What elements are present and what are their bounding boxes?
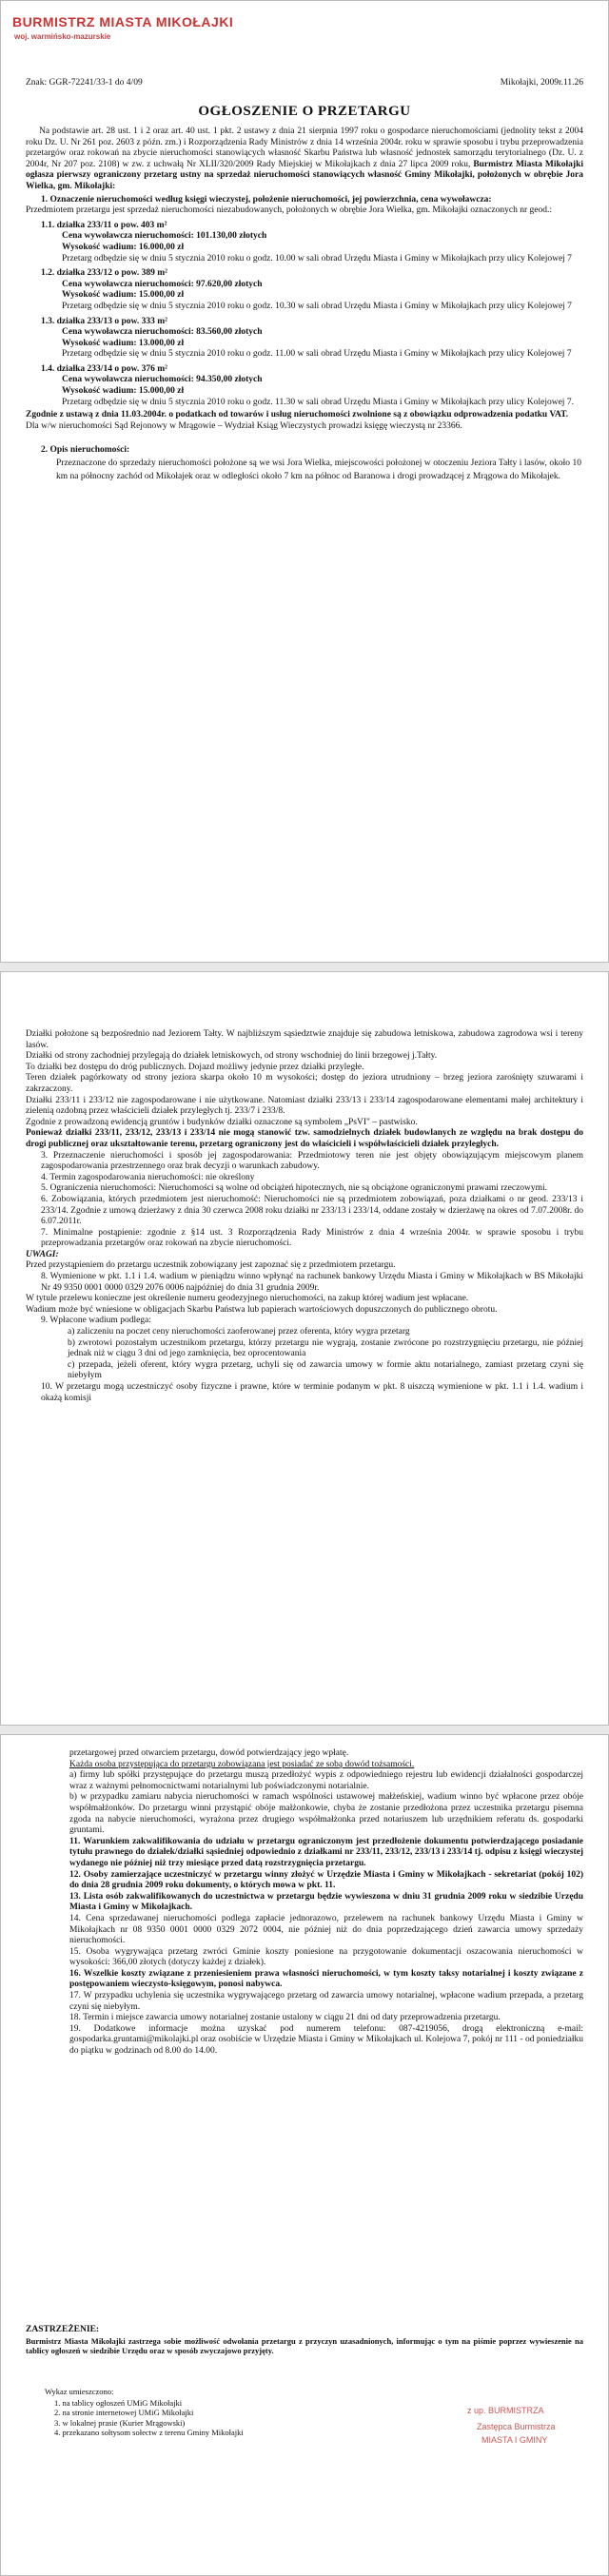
signature-stamp-line-2: Zastępca Burmistrza	[477, 2422, 556, 2431]
item-4: 4. Termin zagospodarowania nieruchomości: nie określony	[41, 1172, 255, 1182]
notes-1: Przed przystąpieniem do przetargu uczestnik zobowiązany jest zapoznać się z przedmiotem przetargu.	[26, 1260, 396, 1271]
section-2-title: 2. Opis nieruchomości:	[41, 445, 130, 456]
item-9a: a) zaliczeniu na poczet ceny nieruchomości zaoferowanej przez oferenta, który wygra przetarg	[68, 1327, 410, 1337]
vat-note: Zgodnie z ustawą z dnia 11.03.2004r. o podatkach od towarów i usług nieruchomości zwolnione są z obowiązku odprowadzenia podatku VAT.	[26, 410, 569, 420]
lot-item	[26, 268, 583, 312]
item-18: 18. Termin i miejsce zawarcia umowy notarialnej zostanie ustalony w ciągu 21 dni od daty przeprowadzenia przetargu.	[69, 2013, 501, 2023]
lot-head: 1.4. działka 233/14 o pow. 376 m²	[41, 363, 167, 374]
lot-head: 1.1. działka 233/11 o pow. 403 m²	[41, 220, 167, 230]
desc-p1: Działki położone są bezpośrednio nad Jeziorem Tałty. W najbliższym sąsiedztwie znajduje się zabudowa letniskowa, zabudowa zagrodowa wsi i tereny lasów.	[26, 1029, 583, 1050]
item-10: 10. W przetargu mogą uczestniczyć osoby fizyczne i prawne, które w terminie podanym w pkt. 8 uiszczą wymienione w pkt. 1.1 i 1.4. wadium i okażą komisji	[41, 1382, 583, 1403]
item-13: 13. Lista osób zakwalifikowanych do uczestnictwa w przetargu będzie wywieszona w dniu 31 grudnia 2009 roku w siedzibie Urzędu Miasta i Gminy w Mikołajkach.	[69, 1891, 583, 1913]
desc-p2: Działki od strony zachodniej przylegają do działek letniskowych, od strony wschodniej do linii brzegowej j.Tałty.	[26, 1051, 438, 1062]
document-date: Mikołajki, 2009r.11.26	[500, 78, 583, 88]
lot-item	[26, 317, 583, 361]
item-15: 15. Osoba wygrywająca przetarg zwróci Gminie koszty poniesione na przygotowanie dokumentacji oszacowania nieruchomości w wysokości: 366,00 złotych (dotyczy każdej z działek).	[69, 1946, 583, 1968]
lot-list	[26, 221, 583, 409]
signature-stamp-line-3: MIASTA I GMINY	[481, 2435, 548, 2445]
item-b: b) w przypadku zamiaru nabycia nieruchomości w ramach wspólności ustawowej małżeńskiej, wadium winno być wpłacone przez obóje współmałżonków. Do przetargu winni przystąpić obóje małżonkowie, chyba że zostanie przedłożona przez uczestnika przetargu pisemna zgoda na nabycie nieruchomości, wyrażona przez drugiego współmałżonka przed notariuszem lub urzędnikiem referatu ds. gospodarki gruntami.	[69, 1792, 583, 1836]
section-2-text: Przeznaczone do sprzedaży nieruchomości położone są we wsi Jora Wielka, miejscowości położonej w otoczeniu Jeziora Tałty i lasów, około 10 km na północny zachód od Mikołajek oraz w odległości około 7 km na północ od Baranowa i drogi prowadzącej z Mrągowa do Mikołajek.	[56, 459, 581, 482]
item-19: 19. Dodatkowe informacje można uzyskać pod numerem telefonu: 087-4219056, drogą elektroniczną e-mail: gospodarka.gruntami@mikolajki.pl oraz osobiście w Urzędzie Miasta i Gminy w Mikołajkach ul. Kolejowa 7, pokój nr 111 - od poniedziałku do piątku w godzinach od 8.00 do 14.00.	[69, 2023, 583, 2057]
notes-heading: UWAGI:	[26, 1249, 59, 1259]
reference-number: Znak: GGR-72241/33-1 do 4/09	[26, 78, 143, 88]
item-16: 16. Wszelkie koszty związane z przeniesieniem prawa własności nieruchomości, w tym koszty taksy notarialnej i koszty związane z postępowaniem wieczysto-księgowym, ponosi nabywca.	[69, 1968, 583, 1990]
item-11: 11. Warunkiem zakwalifikowania do udziału w przetargu ograniczonym jest przedłożenie dokumentu potwierdzającego posiadanie tytułu prawnego do działek/działki sąsiedniej odpowiednio z działkami nr 233/11, 233/12, 233/13 i 233/14 tj. odpisu z księgi wieczystej wydanego nie później niż trzy miesiące przed datą rozstrzygnięcia przetargu.	[69, 1836, 583, 1868]
signature-stamp-line-1: z up. BURMISTRZA	[467, 2406, 544, 2415]
item-17: 17. W przypadku uchylenia się uczestnika wygrywającego przetarg od zawarcia umowy notarialnej, wpłacone wadium przepada, a przetarg czyni się niebyłym.	[69, 1991, 583, 2012]
posting-list-item: 1. na tablicy ogłoszeń UMiG Mikołajki	[54, 2397, 183, 2408]
item-9c: c) przepada, jeżeli oferent, który wygra przetarg, uchyli się od zawarcia umowy w formie aktu notarialnego, zamiast przetarg czyni się niebyłym	[68, 1359, 583, 1381]
page-title: OGŁOSZENIE O PRZETARGU	[198, 104, 411, 119]
desc-p7: Ponieważ działki 233/11, 233/12, 233/13 i 233/14 nie mogą stanowić tzw. samodzielnych działek budowlanych ze względu na brak dostępu do drogi publicznej oraz ukształtowanie terenu, przetarg ograniczony jest do właścicieli i współwłaścicieli działek przyległych.	[26, 1128, 583, 1149]
desc-p5: Działki 233/11 i 233/12 nie zagospodarowane i nie użytkowane. Natomiast działki 233/13 i 233/14 zagospodarowane elementami małej architektury i zielenią ozdobną przez właścicieli działek przyległych tj. 233/7 i 233/8.	[26, 1095, 583, 1117]
intro-paragraph: Na podstawie art. 28 ust. 1 i 2 oraz art. 40 ust. 1 pkt. 2 ustawy z dnia 21 sierpnia 1997 roku o gospodarce nieruchomościami (jednolity tekst z 2004 roku Dz. U. Nr 261 poz. 2603 z późn. zm.) i Rozporządzenia Rady Ministrów z dnia 14 września 2004r. roku w sprawie sposobu i trybu przeprowadzenia przetargów oraz rokowań na zbycie nieruchomości stanowiących własność Skarbu Państwa lub własność jednostek samorządu terytorialnego (Dz. U. z 2004r, Nr 207 poz. 2108) w zw. z uchwałą Nr XLII/320/2009 Rady Miejskiej w Mikołajkach z dnia 27 lipca 2009 roku, Burmistrz Miasta Mikołajki ogłasza pierwszy ograniczony przetarg ustny na sprzedaż nieruchomości stanowiących własność Gminy Mikołajki, położonych w obrębie Jora Wielka, gm. Mikołajki:	[26, 127, 584, 191]
section-1-title: 1. Oznaczenie nieruchomości według księgi wieczystej, położenie nieruchomości, jej powierzchnia, cena wywoławcza:	[41, 194, 492, 205]
lot-when: Przetarg odbędzie się w dniu 5 stycznia 2010 roku o godz. 10.30 w sali obrad Urzędu Miasta i Gminy w Mikołajkach przy ulicy Kolejowej 7	[62, 301, 572, 311]
lot-item	[26, 221, 583, 264]
lot-head: 1.2. działka 233/12 o pow. 389 m²	[41, 268, 167, 279]
item-5: 5. Ograniczenia nieruchomości: Nieruchomości są wolne od obciążeń hipotecznych, nie są obciążone ograniczonymi prawami rzeczowymi.	[41, 1183, 548, 1194]
issuer-stamp-sub: woj. warmińsko-mazurskie	[14, 32, 111, 41]
item-3: 3. Przeznaczenie nieruchomości i sposób jej zagospodarowania: Przedmiotowy teren nie jest objęty obowiązującym miejscowym planem zagospodarowania przestrzennego oraz brak decyzji o warunkach zabudowy.	[41, 1150, 583, 1172]
posting-list-item: 2. na stronie internetowej UMiG Mikołajki	[54, 2408, 194, 2418]
desc-p3: To działki bez dostępu do dróg publicznych. Dojazd możliwy jedynie przez działki przyległe.	[26, 1062, 364, 1072]
page-2	[0, 971, 609, 1726]
item-a: a) firmy lub spółki przystępujące do przetargu muszą przedłożyć wypis z odpowiedniego rejestru lub ewidencji działalności gospodarczej wraz z ważnymi pełnomocnictwami notarialnymi lub poświadczonymi notarialnie.	[69, 1770, 583, 1791]
item-9: 9. Wpłacone wadium podlega:	[41, 1316, 151, 1326]
lot-price: Cena wywoławcza nieruchomości: 94.350,00 złotych	[62, 375, 263, 385]
page-3	[0, 1734, 609, 2576]
lot-when: Przetarg odbędzie się w dniu 5 stycznia 2010 roku o godz. 10.00 w sali obrad Urzędu Miasta i Gminy w Mikołajkach przy ulicy Kolejowej 7	[62, 253, 572, 263]
lot-price: Cena wywoławcza nieruchomości: 83.560,00 złotych	[62, 327, 263, 338]
lot-price: Cena wywoławcza nieruchomości: 101.130,00 złotych	[62, 231, 267, 242]
lot-when: Przetarg odbędzie się w dniu 5 stycznia 2010 roku o godz. 11.00 w sali obrad Urzędu Miasta i Gminy w Mikołajkach przy ulicy Kolejowej 7	[62, 349, 572, 360]
reservation-text: Burmistrz Miasta Mikołajki zastrzega sobie możliwość odwołania przetargu z przyczyn uzasadnionych, informując o tym na piśmie poprzez wywieszenie na tablicy ogłoszeń w siedzibie Urzędu oraz w sposób zwyczajowo przyjęty.	[26, 2335, 583, 2356]
lot-deposit: Wysokość wadium: 13.000,00 zł	[62, 338, 185, 348]
transfer-title-note: W tytule przelewu konieczne jest określenie numeru geodezyjnego nieruchomości, na zakup której wadium jest wpłacane.	[26, 1294, 469, 1304]
item-6: 6. Zobowiązania, których przedmiotem jest nieruchomość: Nieruchomości nie są przedmiotem zobowiązań, poza działkami o nr geod. 233/13 i 233/14. Zgodnie z umową dzierżawy z dnia 30 czerwca 2008 roku działki nr 233/13 i 233/14, oddane zostały w dzierżawę na okres od 7.07.2008r. do 6.07.2011r.	[41, 1194, 583, 1227]
lot-deposit: Wysokość wadium: 16.000,00 zł	[62, 242, 185, 252]
posting-list-item: 4. przekazano sołtysom sołectw z terenu Gminy Mikołajki	[54, 2428, 244, 2438]
land-register-note: Dla w/w nieruchomości Sąd Rejonowy w Mrągowie – Wydział Ksiąg Wieczystych prowadzi księgę wieczystą nr 23366.	[26, 420, 462, 431]
lot-price: Cena wywoławcza nieruchomości: 97.620,00 złotych	[62, 279, 263, 289]
item-8: 8. Wymienione w pkt. 1.1 i 1.4. wadium w pieniądzu winno wpłynąć na rachunek bankowy Urzędu Miasta i Gminy w Mikołajkach w BS Mikołajki Nr 49 9350 0001 0000 0329 2076 0006 najpóźniej do dnia 31 grudnia 2009r.	[41, 1272, 583, 1293]
item-12: 12. Osoby zamierzające uczestniczyć w przetargu winny złożyć w Urzędzie Miasta i Gminy w Mikołajkach - sekretariat (pokój 102) do dnia 28 grudnia 2009 roku dokumenty, o których mowa w pkt. 11.	[69, 1869, 583, 1891]
posting-list-item: 3. w lokalnej prasie (Kurier Mrągowski)	[54, 2417, 186, 2428]
lot-head: 1.3. działka 233/13 o pow. 333 m²	[41, 316, 167, 326]
p3-line-2: Każda osoba przystępująca do przetargu zobowiązana jest posiadać ze sobą dowód tożsamości.	[69, 1759, 415, 1769]
desc-p6: Zgodnie z prowadzoną ewidencją gruntów i budynków działki oznaczone są symbolem „PsVI" – pastwisko.	[26, 1117, 418, 1127]
item-9b: b) zwrotowi pozostałym uczestnikom przetargu, którzy przetargu nie wygrają, zostanie zwrócone po rozstrzygnięciu przetargu, nie później jednak niż w ciągu 3 dni od jego zamknięcia, bez oprocentowania	[68, 1337, 583, 1359]
posting-list	[45, 2398, 583, 2438]
reservation-heading: ZASTRZEŻENIE:	[26, 2325, 100, 2334]
lot-item	[26, 364, 583, 408]
item-14: 14. Cena sprzedawanej nieruchomości podlega zapłacie jednorazowo, przelewem na rachunek bankowy Urzędu Miasta i Gminy w Mikołajkach nr 08 9350 0001 0000 0329 2072 0004, nie później niż do dnia poprzedzającego dzień zawarcia umowy sprzedaży nieruchomości.	[69, 1913, 583, 1946]
posting-heading: Wykaz umieszczono:	[45, 2387, 114, 2396]
page-1	[0, 0, 609, 963]
deposit-form-note: Wadium może być wniesione w obligacjach Skarbu Państwa lub papierach wartościowych dopuszczonych do publicznego obrotu.	[26, 1304, 498, 1315]
lot-deposit: Wysokość wadium: 15.000,00 zł	[62, 386, 185, 397]
p3-line-1: przetargowej przed otwarciem przetargu, dowód potwierdzający jego wpłatę.	[69, 1748, 349, 1758]
section-1-text: Przedmiotem przetargu jest sprzedaż nieruchomości niezabudowanych, położonych w obrębie Jora Wielka, gm. Mikołajki oznaczonych nr geod.:	[26, 205, 552, 216]
desc-p4: Teren działek pagórkowaty od strony jeziora skarpa około 10 m wysokości; dostęp do jeziora utrudniony – brzeg jeziora zarośnięty szuwarami i zakrzaczony.	[26, 1073, 583, 1094]
issuer-stamp: BURMISTRZ MIASTA MIKOŁAJKI	[12, 14, 234, 29]
item-7: 7. Minimalne postąpienie: zgodnie z §14 ust. 3 Rozporządzenia Rady Ministrów z dnia 4 września 2004r. w sprawie sposobu i trybu przeprowadzania przetargów oraz rokowań na zbycie nieruchomości.	[41, 1227, 583, 1249]
lot-deposit: Wysokość wadium: 15.000,00 zł	[62, 290, 185, 301]
lot-when: Przetarg odbędzie się w dniu 5 stycznia 2010 roku o godz. 11.30 w sali obrad Urzędu Miasta i Gminy w Mikołajkach przy ulicy Kolejowej 7.	[62, 397, 574, 407]
